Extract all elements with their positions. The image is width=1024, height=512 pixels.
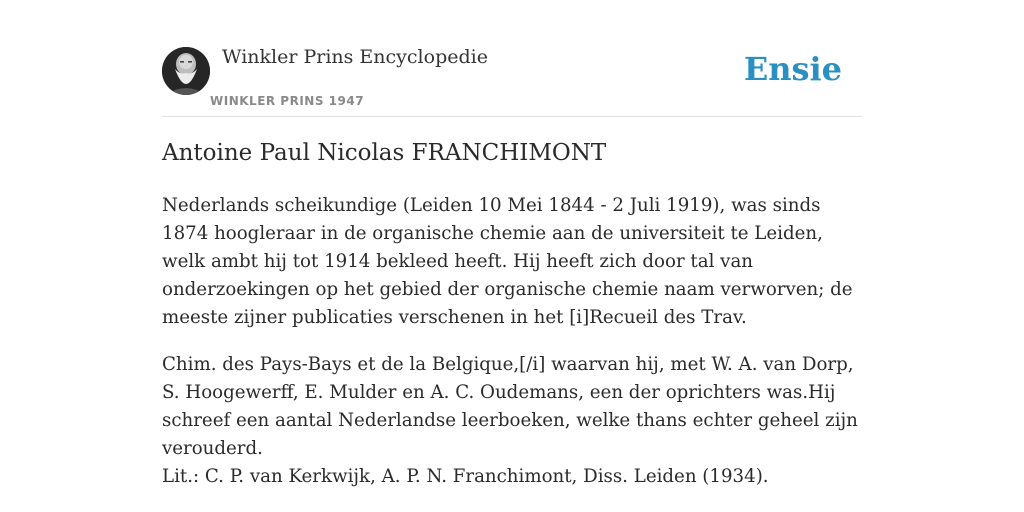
bearded-man-portrait-icon: [162, 47, 210, 95]
article-paragraph-1: Nederlands scheikundige (Leiden 10 Mei 1844 - 2 Juli 1919), was sinds 1874 hoogleraar in de organische chemie aan de universiteit te Leiden, welk ambt hij tot 1914 bekleed heeft. Hij heeft zich door tal van onderzoekingen op het gebied der organische chemie naam verworven; de meeste zijner publicaties verschenen in het [i]Recueil des Trav.: [162, 195, 853, 328]
site-header: [162, 44, 862, 117]
avatar[interactable]: [162, 47, 210, 95]
ensie-logo[interactable]: Ensie: [743, 50, 842, 88]
site-title[interactable]: Winkler Prins Encyclopedie: [222, 46, 488, 68]
article-title: Antoine Paul Nicolas FRANCHIMONT: [162, 140, 607, 166]
article-paragraph-2: Chim. des Pays-Bays et de la Belgique,[/i] waarvan hij, met W. A. van Dorp, S. Hoogewerff, E. Mulder en A. C. Oudemans, een der oprichters was.Hij schreef een aantal Nederlandse leerboeken, welke thans echter geheel zijn verouderd.: [162, 354, 858, 459]
literature-reference: Lit.: C. P. van Kerkwijk, A. P. N. Franchimont, Diss. Leiden (1934).: [162, 466, 769, 487]
source-label[interactable]: WINKLER PRINS 1947: [210, 94, 365, 108]
